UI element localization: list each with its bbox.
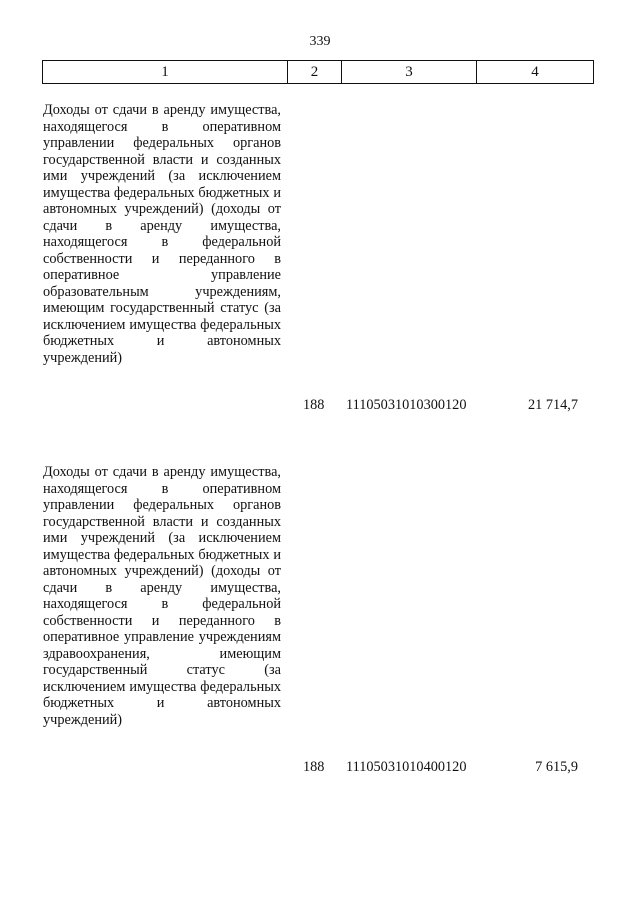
row-admin-code: 188 <box>303 759 325 775</box>
row-kbk-code: 11105031010400120 <box>346 759 467 775</box>
row-description: Доходы от сдачи в аренду имущества, находящегося в оперативном управлении федеральных органов государственной власти и созданных ими учреждений (за исключением имущества федеральных бюджетных и автономных учреждений) (доходы от сдачи в аренду имущества, находящегося в федеральной собственности и переданного в оперативное управление учреждениям здравоохранения, имеющим государственный статус (за исключением имущества федеральных бюджетных и автономных учреждений) <box>43 464 281 728</box>
row-admin-code: 188 <box>303 397 325 413</box>
column-header-3: 3 <box>342 61 477 84</box>
column-header-table <box>42 60 594 84</box>
page-number: 339 <box>309 34 331 49</box>
column-header-2: 2 <box>288 61 342 84</box>
column-header-1: 1 <box>43 61 288 84</box>
row-amount: 21 714,7 <box>527 397 578 413</box>
column-header-row <box>43 61 594 84</box>
column-header-4: 4 <box>477 61 594 84</box>
row-description: Доходы от сдачи в аренду имущества, находящегося в оперативном управлении федеральных органов государственной власти и созданных ими учреждений (за исключением имущества федеральных бюджетных и автономных учреждений) (доходы от сдачи в аренду имущества, находящегося в федеральной собственности и переданного в оперативное управление образовательным учреждениям, имеющим государственный статус (за исключением имущества федеральных бюджетных и автономных учреждений) <box>43 102 281 366</box>
row-amount: 7 615,9 <box>535 759 578 775</box>
row-kbk-code: 11105031010300120 <box>346 397 467 413</box>
